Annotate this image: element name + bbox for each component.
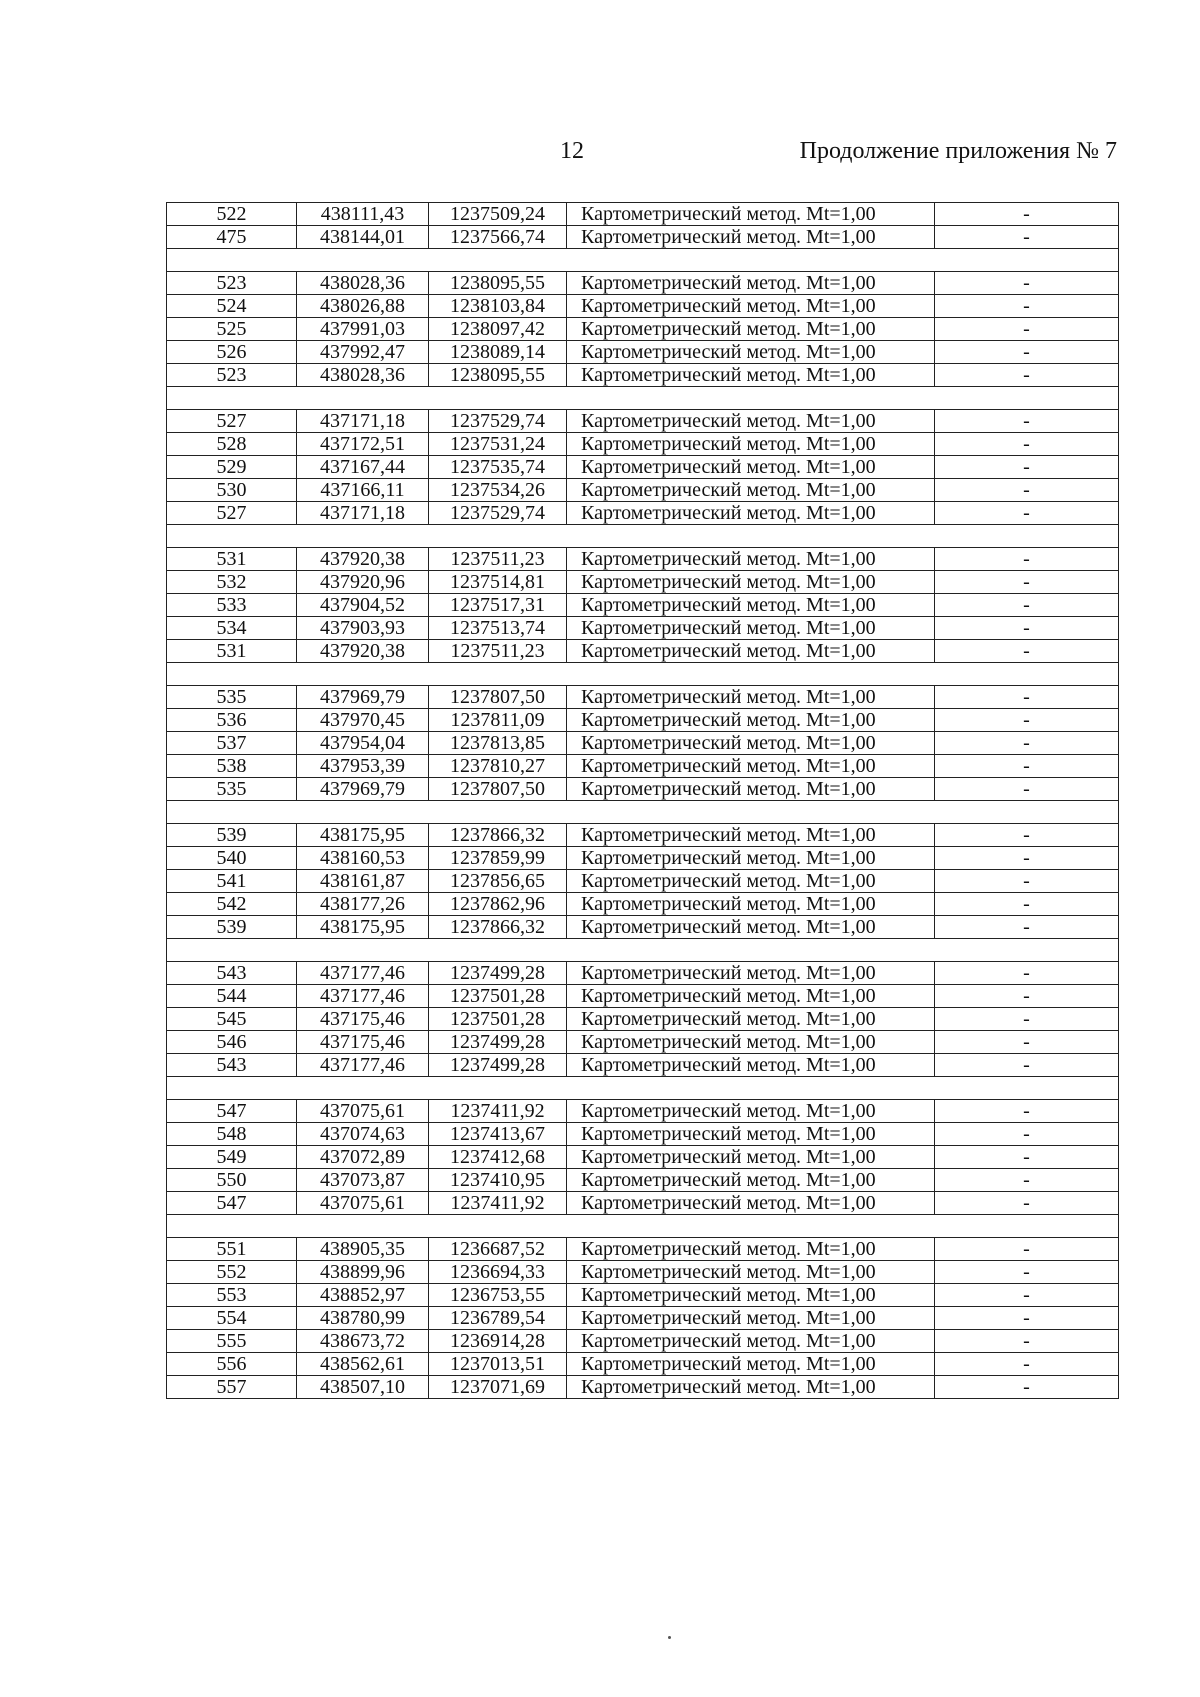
y-coordinate-cell: 1237410,95 [429,1169,567,1192]
point-number-cell: 552 [167,1261,297,1284]
point-number-cell: 553 [167,1284,297,1307]
table-separator-row [167,249,1119,272]
table-separator-row [167,1077,1119,1100]
x-coordinate-cell: 437166,11 [297,479,429,502]
table-row [167,203,1119,226]
x-coordinate-cell: 437072,89 [297,1146,429,1169]
page-number: 12 [560,138,584,164]
table-row [167,1192,1119,1215]
method-cell: Картометрический метод. Mt=1,00 [567,203,935,226]
point-number-cell: 547 [167,1192,297,1215]
x-coordinate-cell: 437175,46 [297,1031,429,1054]
table-separator-row [167,939,1119,962]
point-number-cell: 545 [167,1008,297,1031]
y-coordinate-cell: 1236753,55 [429,1284,567,1307]
table-row [167,1261,1119,1284]
point-number-cell: 536 [167,709,297,732]
method-cell: Картометрический метод. Mt=1,00 [567,1284,935,1307]
x-coordinate-cell: 438028,36 [297,364,429,387]
y-coordinate-cell: 1237531,24 [429,433,567,456]
point-number-cell: 556 [167,1353,297,1376]
table-row [167,548,1119,571]
table-separator-row [167,1215,1119,1238]
method-cell: Картометрический метод. Mt=1,00 [567,732,935,755]
table-row [167,1031,1119,1054]
x-coordinate-cell: 437969,79 [297,778,429,801]
point-number-cell: 539 [167,916,297,939]
point-number-cell: 533 [167,594,297,617]
method-cell: Картометрический метод. Mt=1,00 [567,410,935,433]
table-separator-row [167,387,1119,410]
note-cell: - [935,1261,1119,1284]
note-cell: - [935,1307,1119,1330]
note-cell: - [935,272,1119,295]
x-coordinate-cell: 438562,61 [297,1353,429,1376]
method-cell: Картометрический метод. Mt=1,00 [567,548,935,571]
y-coordinate-cell: 1237811,09 [429,709,567,732]
note-cell: - [935,502,1119,525]
x-coordinate-cell: 437969,79 [297,686,429,709]
point-number-cell: 543 [167,1054,297,1077]
point-number-cell: 540 [167,847,297,870]
method-cell: Картометрический метод. Mt=1,00 [567,364,935,387]
method-cell: Картометрический метод. Mt=1,00 [567,479,935,502]
y-coordinate-cell: 1237411,92 [429,1100,567,1123]
method-cell: Картометрический метод. Mt=1,00 [567,226,935,249]
point-number-cell: 532 [167,571,297,594]
point-number-cell: 475 [167,226,297,249]
y-coordinate-cell: 1237499,28 [429,1054,567,1077]
page-header [0,138,1200,178]
y-coordinate-cell: 1237529,74 [429,410,567,433]
method-cell: Картометрический метод. Mt=1,00 [567,686,935,709]
note-cell: - [935,1353,1119,1376]
point-number-cell: 546 [167,1031,297,1054]
note-cell: - [935,456,1119,479]
note-cell: - [935,709,1119,732]
table-row [167,709,1119,732]
note-cell: - [935,1146,1119,1169]
table-row [167,893,1119,916]
x-coordinate-cell: 438161,87 [297,870,429,893]
y-coordinate-cell: 1237859,99 [429,847,567,870]
x-coordinate-cell: 438175,95 [297,824,429,847]
x-coordinate-cell: 437175,46 [297,1008,429,1031]
method-cell: Картометрический метод. Mt=1,00 [567,594,935,617]
point-number-cell: 531 [167,640,297,663]
method-cell: Картометрический метод. Mt=1,00 [567,847,935,870]
x-coordinate-cell: 438111,43 [297,203,429,226]
note-cell: - [935,571,1119,594]
point-number-cell: 538 [167,755,297,778]
y-coordinate-cell: 1237856,65 [429,870,567,893]
separator-cell [167,663,1119,686]
note-cell: - [935,1054,1119,1077]
point-number-cell: 544 [167,985,297,1008]
method-cell: Картометрический метод. Mt=1,00 [567,1192,935,1215]
x-coordinate-cell: 438852,97 [297,1284,429,1307]
table-row [167,824,1119,847]
point-number-cell: 534 [167,617,297,640]
y-coordinate-cell: 1237517,31 [429,594,567,617]
note-cell: - [935,1330,1119,1353]
coordinates-table [166,202,1119,1399]
note-cell: - [935,962,1119,985]
table-row [167,479,1119,502]
table-row [167,1330,1119,1353]
x-coordinate-cell: 437075,61 [297,1100,429,1123]
method-cell: Картометрический метод. Mt=1,00 [567,1238,935,1261]
method-cell: Картометрический метод. Mt=1,00 [567,272,935,295]
note-cell: - [935,1169,1119,1192]
table-row [167,502,1119,525]
method-cell: Картометрический метод. Mt=1,00 [567,433,935,456]
method-cell: Картометрический метод. Mt=1,00 [567,571,935,594]
point-number-cell: 531 [167,548,297,571]
y-coordinate-cell: 1237529,74 [429,502,567,525]
point-number-cell: 543 [167,962,297,985]
y-coordinate-cell: 1237511,23 [429,548,567,571]
method-cell: Картометрический метод. Mt=1,00 [567,295,935,318]
method-cell: Картометрический метод. Mt=1,00 [567,1169,935,1192]
method-cell: Картометрический метод. Mt=1,00 [567,870,935,893]
appendix-title: Продолжение приложения № 7 [799,138,1117,164]
table-row [167,272,1119,295]
note-cell: - [935,479,1119,502]
point-number-cell: 527 [167,410,297,433]
y-coordinate-cell: 1237509,24 [429,203,567,226]
y-coordinate-cell: 1236687,52 [429,1238,567,1261]
method-cell: Картометрический метод. Mt=1,00 [567,709,935,732]
x-coordinate-cell: 437177,46 [297,985,429,1008]
note-cell: - [935,870,1119,893]
y-coordinate-cell: 1238089,14 [429,341,567,364]
x-coordinate-cell: 438673,72 [297,1330,429,1353]
method-cell: Картометрический метод. Mt=1,00 [567,1123,935,1146]
y-coordinate-cell: 1236789,54 [429,1307,567,1330]
point-number-cell: 528 [167,433,297,456]
x-coordinate-cell: 438905,35 [297,1238,429,1261]
table-row [167,594,1119,617]
y-coordinate-cell: 1237501,28 [429,985,567,1008]
method-cell: Картометрический метод. Mt=1,00 [567,916,935,939]
method-cell: Картометрический метод. Mt=1,00 [567,824,935,847]
note-cell: - [935,410,1119,433]
note-cell: - [935,226,1119,249]
note-cell: - [935,778,1119,801]
point-number-cell: 522 [167,203,297,226]
y-coordinate-cell: 1237411,92 [429,1192,567,1215]
note-cell: - [935,1008,1119,1031]
point-number-cell: 542 [167,893,297,916]
y-coordinate-cell: 1237499,28 [429,1031,567,1054]
point-number-cell: 537 [167,732,297,755]
point-number-cell: 549 [167,1146,297,1169]
table-row [167,456,1119,479]
x-coordinate-cell: 437991,03 [297,318,429,341]
point-number-cell: 539 [167,824,297,847]
point-number-cell: 535 [167,778,297,801]
note-cell: - [935,594,1119,617]
point-number-cell: 535 [167,686,297,709]
method-cell: Картометрический метод. Mt=1,00 [567,617,935,640]
table-row [167,571,1119,594]
point-number-cell: 547 [167,1100,297,1123]
y-coordinate-cell: 1237412,68 [429,1146,567,1169]
note-cell: - [935,824,1119,847]
point-number-cell: 526 [167,341,297,364]
y-coordinate-cell: 1237071,69 [429,1376,567,1399]
y-coordinate-cell: 1237535,74 [429,456,567,479]
note-cell: - [935,617,1119,640]
table-row [167,341,1119,364]
point-number-cell: 524 [167,295,297,318]
note-cell: - [935,548,1119,571]
x-coordinate-cell: 437075,61 [297,1192,429,1215]
x-coordinate-cell: 437953,39 [297,755,429,778]
point-number-cell: 529 [167,456,297,479]
table-separator-row [167,801,1119,824]
separator-cell [167,249,1119,272]
y-coordinate-cell: 1237866,32 [429,916,567,939]
x-coordinate-cell: 437920,38 [297,548,429,571]
x-coordinate-cell: 438160,53 [297,847,429,870]
method-cell: Картометрический метод. Mt=1,00 [567,318,935,341]
y-coordinate-cell: 1238097,42 [429,318,567,341]
point-number-cell: 557 [167,1376,297,1399]
x-coordinate-cell: 437177,46 [297,962,429,985]
x-coordinate-cell: 438507,10 [297,1376,429,1399]
table-row [167,295,1119,318]
table-row [167,847,1119,870]
x-coordinate-cell: 437177,46 [297,1054,429,1077]
point-number-cell: 551 [167,1238,297,1261]
y-coordinate-cell: 1237513,74 [429,617,567,640]
method-cell: Картометрический метод. Mt=1,00 [567,640,935,663]
method-cell: Картометрический метод. Mt=1,00 [567,755,935,778]
table-row [167,1123,1119,1146]
table-row [167,364,1119,387]
y-coordinate-cell: 1238103,84 [429,295,567,318]
note-cell: - [935,1123,1119,1146]
y-coordinate-cell: 1238095,55 [429,272,567,295]
x-coordinate-cell: 437904,52 [297,594,429,617]
y-coordinate-cell: 1237807,50 [429,686,567,709]
point-number-cell: 550 [167,1169,297,1192]
y-coordinate-cell: 1237514,81 [429,571,567,594]
separator-cell [167,1215,1119,1238]
x-coordinate-cell: 437920,38 [297,640,429,663]
note-cell: - [935,1192,1119,1215]
y-coordinate-cell: 1237813,85 [429,732,567,755]
x-coordinate-cell: 438144,01 [297,226,429,249]
method-cell: Картометрический метод. Mt=1,00 [567,1307,935,1330]
note-cell: - [935,1376,1119,1399]
y-coordinate-cell: 1236694,33 [429,1261,567,1284]
x-coordinate-cell: 437992,47 [297,341,429,364]
x-coordinate-cell: 437954,04 [297,732,429,755]
note-cell: - [935,847,1119,870]
note-cell: - [935,1284,1119,1307]
note-cell: - [935,318,1119,341]
method-cell: Картометрический метод. Mt=1,00 [567,1008,935,1031]
table-row [167,226,1119,249]
method-cell: Картометрический метод. Mt=1,00 [567,1031,935,1054]
table-separator-row [167,525,1119,548]
method-cell: Картометрический метод. Mt=1,00 [567,456,935,479]
table-row [167,1100,1119,1123]
point-number-cell: 548 [167,1123,297,1146]
table-row [167,985,1119,1008]
method-cell: Картометрический метод. Mt=1,00 [567,893,935,916]
table-row [167,870,1119,893]
x-coordinate-cell: 438026,88 [297,295,429,318]
separator-cell [167,1077,1119,1100]
x-coordinate-cell: 437171,18 [297,502,429,525]
method-cell: Картометрический метод. Mt=1,00 [567,1146,935,1169]
table-row [167,433,1119,456]
x-coordinate-cell: 437172,51 [297,433,429,456]
separator-cell [167,387,1119,410]
point-number-cell: 523 [167,364,297,387]
coordinates-table-body [167,203,1119,1399]
table-row [167,1169,1119,1192]
table-row [167,732,1119,755]
method-cell: Картометрический метод. Mt=1,00 [567,778,935,801]
y-coordinate-cell: 1238095,55 [429,364,567,387]
note-cell: - [935,732,1119,755]
separator-cell [167,939,1119,962]
x-coordinate-cell: 437171,18 [297,410,429,433]
method-cell: Картометрический метод. Mt=1,00 [567,985,935,1008]
note-cell: - [935,1031,1119,1054]
note-cell: - [935,1238,1119,1261]
point-number-cell: 555 [167,1330,297,1353]
y-coordinate-cell: 1237413,67 [429,1123,567,1146]
x-coordinate-cell: 437167,44 [297,456,429,479]
point-number-cell: 541 [167,870,297,893]
table-row [167,410,1119,433]
point-number-cell: 530 [167,479,297,502]
method-cell: Картометрический метод. Mt=1,00 [567,1100,935,1123]
table-row [167,1008,1119,1031]
method-cell: Картометрический метод. Mt=1,00 [567,1353,935,1376]
table-row [167,1054,1119,1077]
table-row [167,686,1119,709]
method-cell: Картометрический метод. Mt=1,00 [567,962,935,985]
x-coordinate-cell: 438780,99 [297,1307,429,1330]
x-coordinate-cell: 437074,63 [297,1123,429,1146]
y-coordinate-cell: 1237499,28 [429,962,567,985]
note-cell: - [935,893,1119,916]
y-coordinate-cell: 1236914,28 [429,1330,567,1353]
table-row [167,617,1119,640]
table-row [167,1238,1119,1261]
method-cell: Картометрический метод. Mt=1,00 [567,341,935,364]
note-cell: - [935,1100,1119,1123]
y-coordinate-cell: 1237013,51 [429,1353,567,1376]
method-cell: Картометрический метод. Mt=1,00 [567,1054,935,1077]
method-cell: Картометрический метод. Mt=1,00 [567,502,935,525]
point-number-cell: 554 [167,1307,297,1330]
point-number-cell: 527 [167,502,297,525]
method-cell: Картометрический метод. Mt=1,00 [567,1330,935,1353]
table-row [167,1284,1119,1307]
separator-cell [167,525,1119,548]
y-coordinate-cell: 1237566,74 [429,226,567,249]
point-number-cell: 523 [167,272,297,295]
table-row [167,1146,1119,1169]
y-coordinate-cell: 1237534,26 [429,479,567,502]
x-coordinate-cell: 437920,96 [297,571,429,594]
x-coordinate-cell: 438177,26 [297,893,429,916]
x-coordinate-cell: 437073,87 [297,1169,429,1192]
note-cell: - [935,341,1119,364]
table-row [167,755,1119,778]
table-row [167,916,1119,939]
note-cell: - [935,985,1119,1008]
table-row [167,1307,1119,1330]
note-cell: - [935,295,1119,318]
note-cell: - [935,686,1119,709]
x-coordinate-cell: 438175,95 [297,916,429,939]
y-coordinate-cell: 1237862,96 [429,893,567,916]
method-cell: Картометрический метод. Mt=1,00 [567,1261,935,1284]
note-cell: - [935,640,1119,663]
scan-speck [668,1636,671,1639]
y-coordinate-cell: 1237866,32 [429,824,567,847]
note-cell: - [935,433,1119,456]
y-coordinate-cell: 1237807,50 [429,778,567,801]
table-row [167,1376,1119,1399]
point-number-cell: 525 [167,318,297,341]
table-row [167,962,1119,985]
note-cell: - [935,364,1119,387]
y-coordinate-cell: 1237810,27 [429,755,567,778]
method-cell: Картометрический метод. Mt=1,00 [567,1376,935,1399]
table-row [167,640,1119,663]
note-cell: - [935,755,1119,778]
note-cell: - [935,916,1119,939]
separator-cell [167,801,1119,824]
y-coordinate-cell: 1237511,23 [429,640,567,663]
table-separator-row [167,663,1119,686]
x-coordinate-cell: 437903,93 [297,617,429,640]
table-row [167,778,1119,801]
note-cell: - [935,203,1119,226]
x-coordinate-cell: 437970,45 [297,709,429,732]
y-coordinate-cell: 1237501,28 [429,1008,567,1031]
table-row [167,318,1119,341]
x-coordinate-cell: 438028,36 [297,272,429,295]
table-row [167,1353,1119,1376]
x-coordinate-cell: 438899,96 [297,1261,429,1284]
